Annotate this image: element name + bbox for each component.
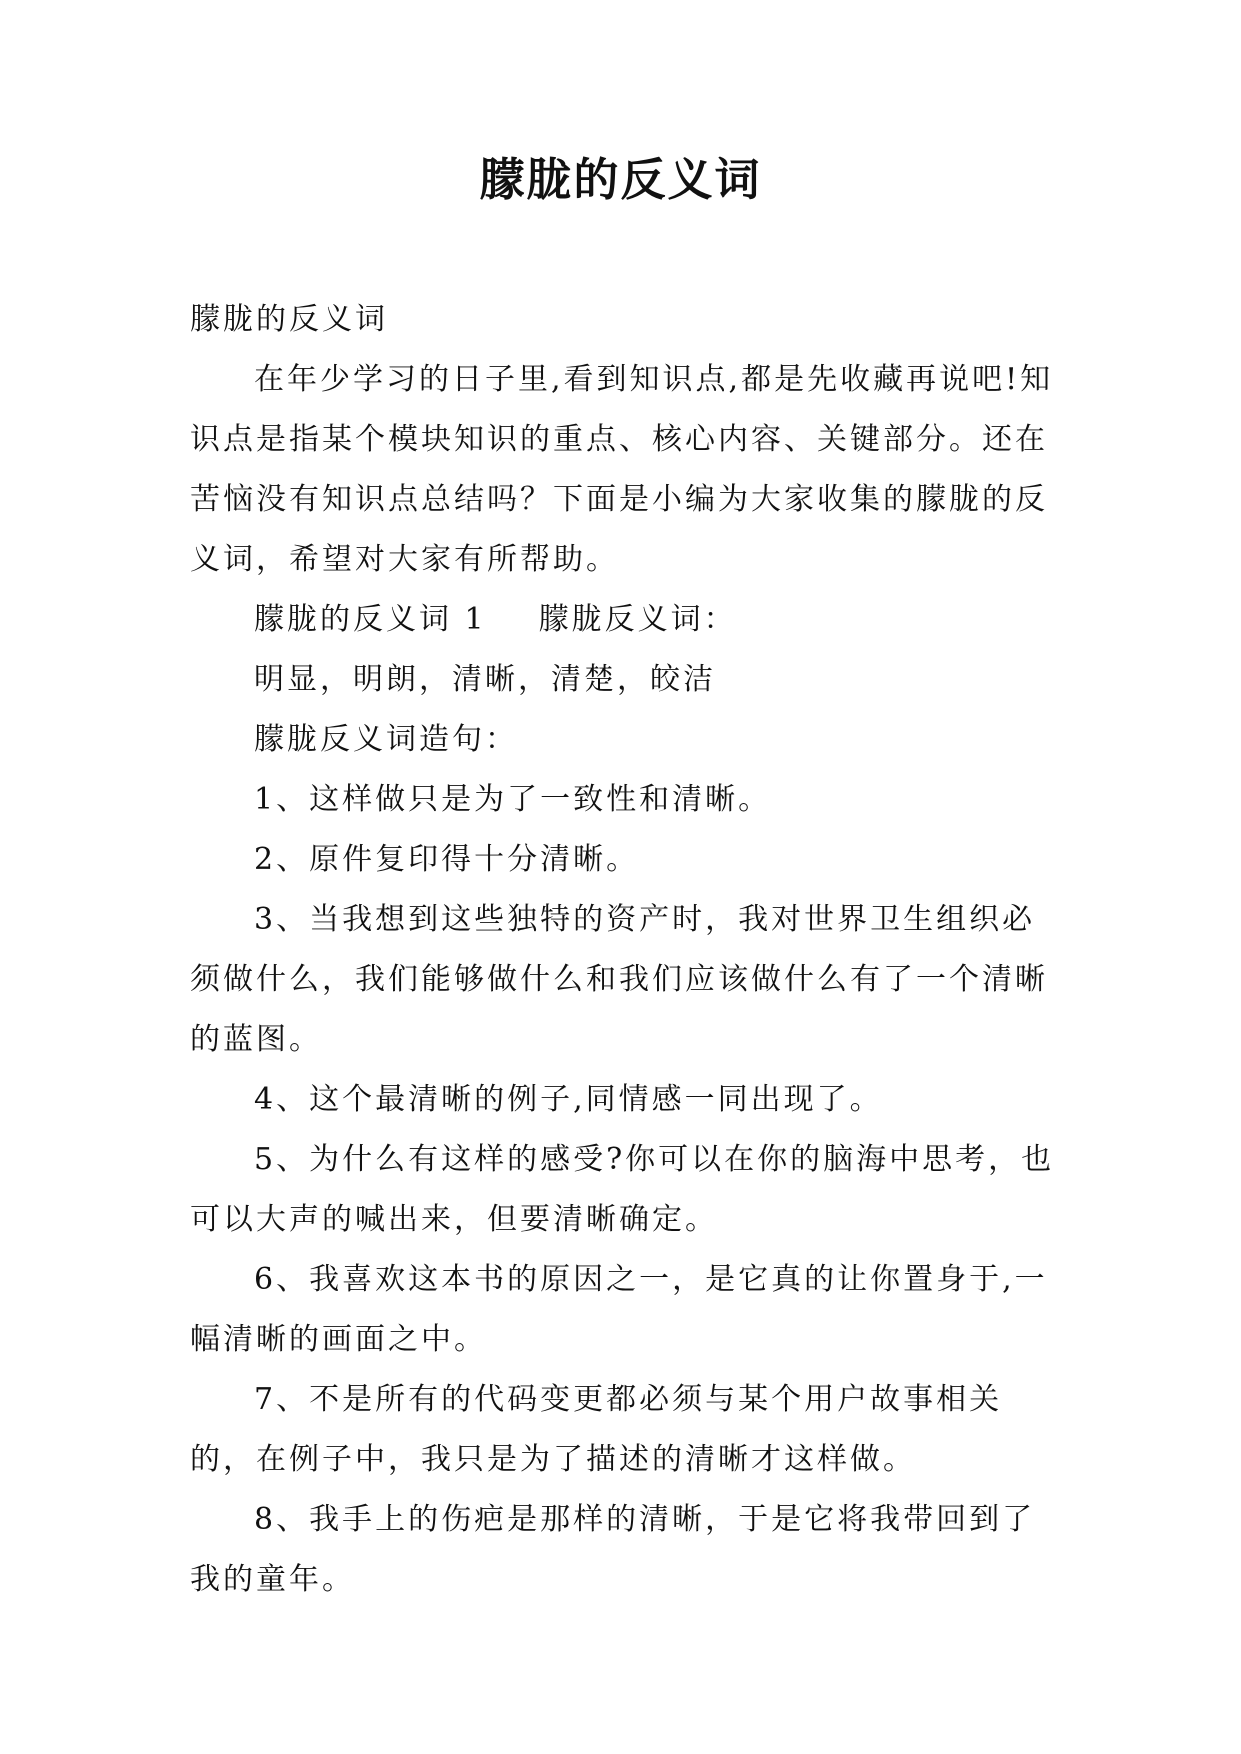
example-sentence: 1、这样做只是为了一致性和清晰。 [254, 782, 772, 817]
intro-paragraph: 在年少学习的日子里,看到知识点,都是先收藏再说吧!知识点是指某个模块知识的重点、核心内容、关键部分。还在苦恼没有知识点总结吗？下面是小编为大家收集的朦胧的反义词，希望对大家有所帮助。 [190, 362, 1054, 577]
example-sentence: 5、为什么有这样的感受?你可以在你的脑海中思考，也可以大声的喊出来，但要清晰确定。 [190, 1142, 1055, 1237]
document-body [190, 290, 1060, 1610]
example-heading: 朦胧反义词造句： [254, 722, 518, 757]
example-sentence: 4、这个最清晰的例子,同情感一同出现了。 [254, 1082, 883, 1117]
document-title: 朦胧的反义词 [479, 153, 762, 206]
example-sentence: 8、我手上的伤疤是那样的清晰，于是它将我带回到了我的童年。 [190, 1502, 1036, 1597]
example-sentence: 6、我喜欢这本书的原因之一，是它真的让你置身于,一幅清晰的画面之中。 [190, 1262, 1048, 1357]
example-sentence: 3、当我想到这些独特的资产时，我对世界卫生组织必须做什么，我们能够做什么和我们应该做什么有了一个清晰的蓝图。 [190, 902, 1048, 1057]
example-sentence: 2、原件复印得十分清晰。 [254, 842, 640, 877]
section-heading: 朦胧的反义词 1 [254, 602, 487, 637]
subtitle-line: 朦胧的反义词 [190, 302, 388, 337]
antonym-list: 明显，明朗，清晰，清楚，皎洁 [254, 662, 716, 697]
section-heading-line [190, 590, 1060, 650]
antonym-label: 朦胧反义词： [538, 602, 737, 637]
example-sentence: 7、不是所有的代码变更都必须与某个用户故事相关的，在例子中，我只是为了描述的清晰才这样做。 [190, 1382, 1003, 1477]
